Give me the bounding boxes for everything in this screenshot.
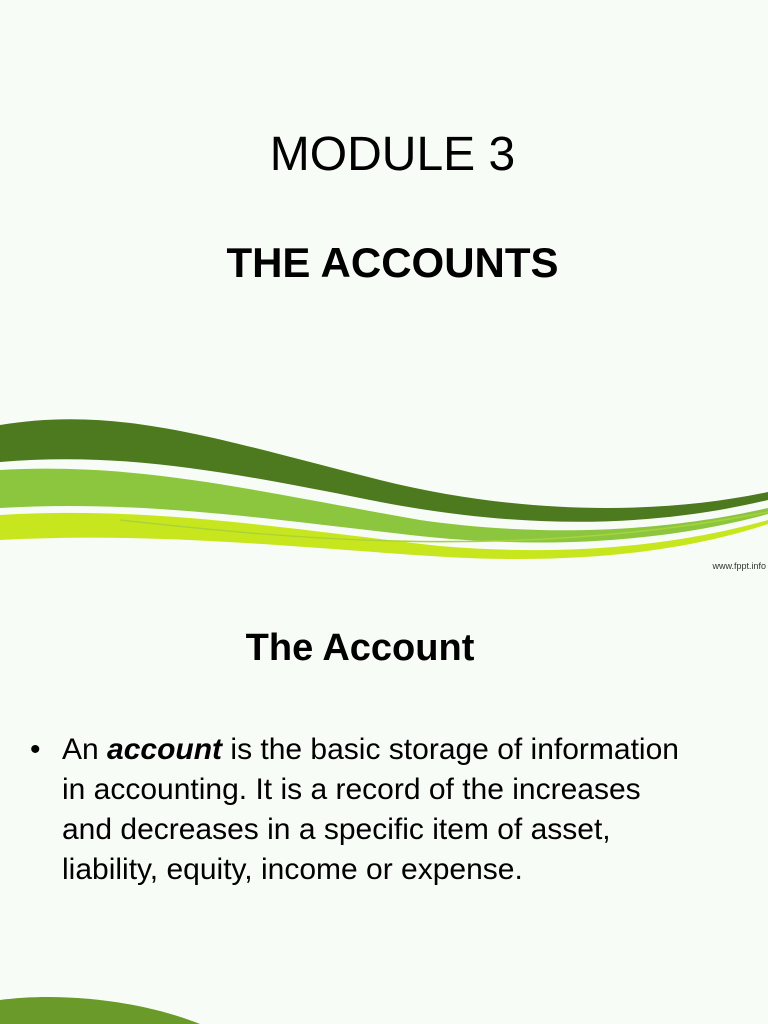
bullet-marker: • xyxy=(30,733,41,766)
slide-title: MODULE 3 xyxy=(269,128,516,181)
slide-subtitle: THE ACCOUNTS xyxy=(226,239,559,286)
content-slide xyxy=(0,576,768,1024)
bullet-emphasis: account xyxy=(107,733,223,766)
bullet-item xyxy=(30,730,690,890)
corner-swoosh-band xyxy=(0,997,200,1024)
bullet-rest: is the basic storage of information in accounting. It is a record of the increases and decreases in a specific item of asset, liability, equity, income or expense. xyxy=(62,733,679,886)
website-credit: www.fppt.info xyxy=(712,561,766,571)
bullet-prefix: An xyxy=(62,733,108,766)
bullet-text xyxy=(62,730,690,890)
slide-heading: The Account xyxy=(245,627,475,669)
